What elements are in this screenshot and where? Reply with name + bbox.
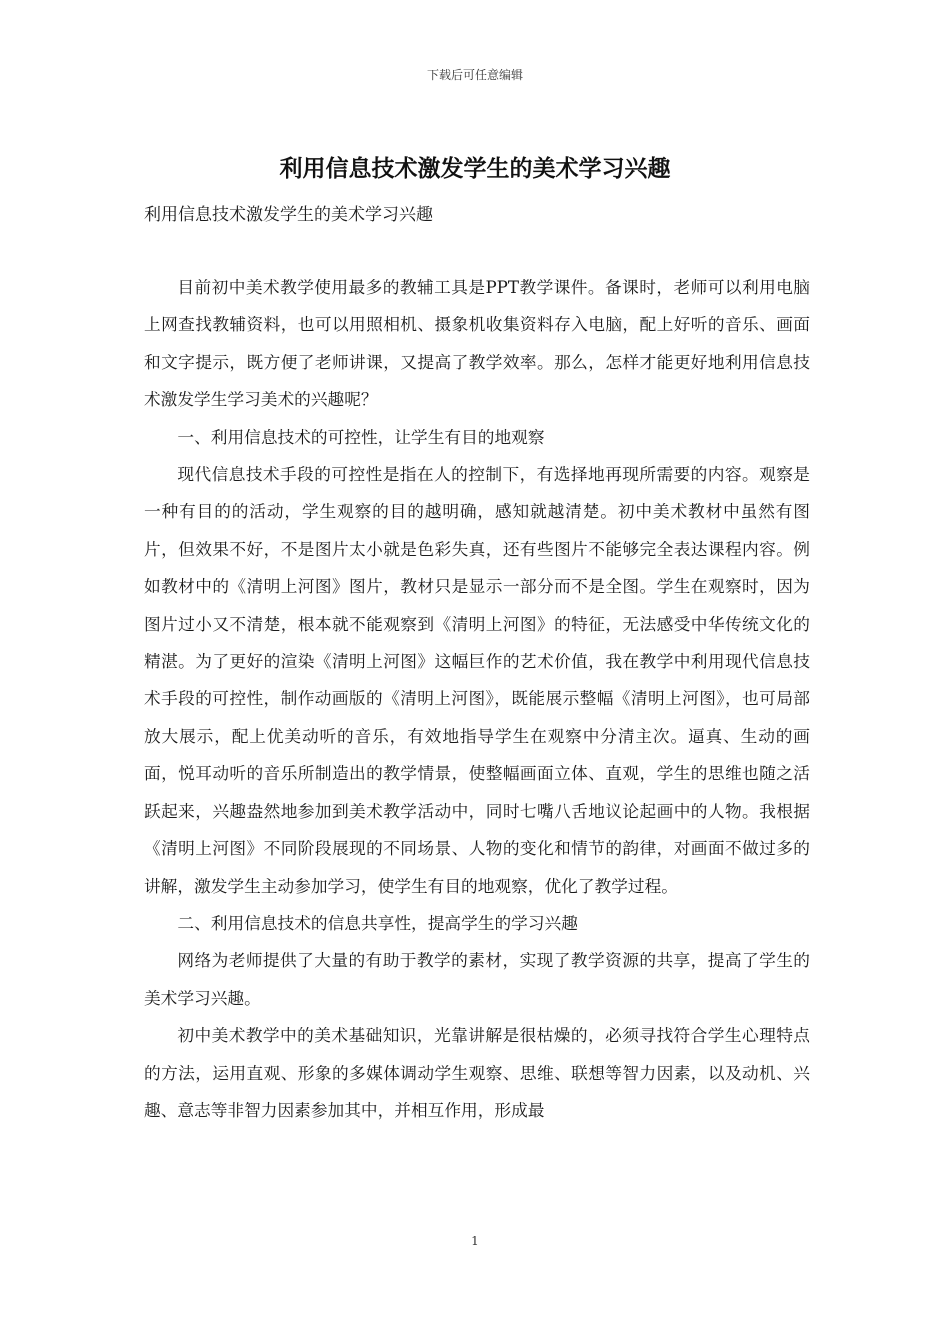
section-heading-2: 二、利用信息技术的信息共享性，提高学生的学习兴趣 [177,912,578,933]
intro-paragraph: 目前初中美术教学使用最多的教辅工具是PPT教学课件。备课时，老师可以利用电脑上网查找教辅资料，也可以用照相机、摄象机收集资料存入电脑，配上好听的音乐、画面和文字提示，既方便了老师讲课，又提高了教学效率。那么，怎样才能更好地利用信息技术激发学生学习美术的兴趣呢？ [144,277,810,410]
document-subtitle: 利用信息技术激发学生的美术学习兴趣 [144,205,433,225]
header-note: 下载后可任意编辑 [426,68,523,82]
section-heading-1: 一、利用信息技术的可控性，让学生有目的地观察 [177,426,545,447]
section-2-paragraph-2: 初中美术教学中的美术基础知识，光靠讲解是很枯燥的，必须寻找符合学生心理特点的方法，运用直观、形象的多媒体调动学生观察、思维、联想等智力因素，以及动机、兴趣、意志等非智力因素参加其中，并相互作用，形成最 [144,1025,810,1120]
document-body [144,269,810,1129]
section-2-paragraph-1: 网络为老师提供了大量的有助于教学的素材，实现了教学资源的共享，提高了学生的美术学习兴趣。 [144,950,810,1008]
page-number: 1 [471,1234,479,1248]
section-1-paragraph: 现代信息技术手段的可控性是指在人的控制下，有选择地再现所需要的内容。观察是一种有目的的活动，学生观察的目的越明确，感知就越清楚。初中美术教材中虽然有图片，但效果不好，不是图片太小就是色彩失真，还有些图片不能够完全表达课程内容。例如教材中的《清明上河图》图片，教材只是显示一部分而不是全图。学生在观察时，因为图片过小又不清楚，根本就不能观察到《清明上河图》的特征，无法感受中华传统文化的精湛。为了更好的渲染《清明上河图》这幅巨作的艺术价值，我在教学中利用现代信息技术手段的可控性，制作动画版的《清明上河图》，既能展示整幅《清明上河图》，也可局部放大展示，配上优美动听的音乐，有效地指导学生在观察中分清主次。逼真、生动的画面，悦耳动听的音乐所制造出的教学情景，使整幅画面立体、直观，学生的思维也随之活跃起来，兴趣盎然地参加到美术教学活动中，同时七嘴八舌地议论起画中的人物。我根据《清明上河图》不同阶段展现的不同场景、人物的变化和情节的韵律，对画面不做过多的讲解，激发学生主动参加学习，使学生有目的地观察，优化了教学过程。 [144,464,810,896]
document-title: 利用信息技术激发学生的美术学习兴趣 [279,155,671,182]
